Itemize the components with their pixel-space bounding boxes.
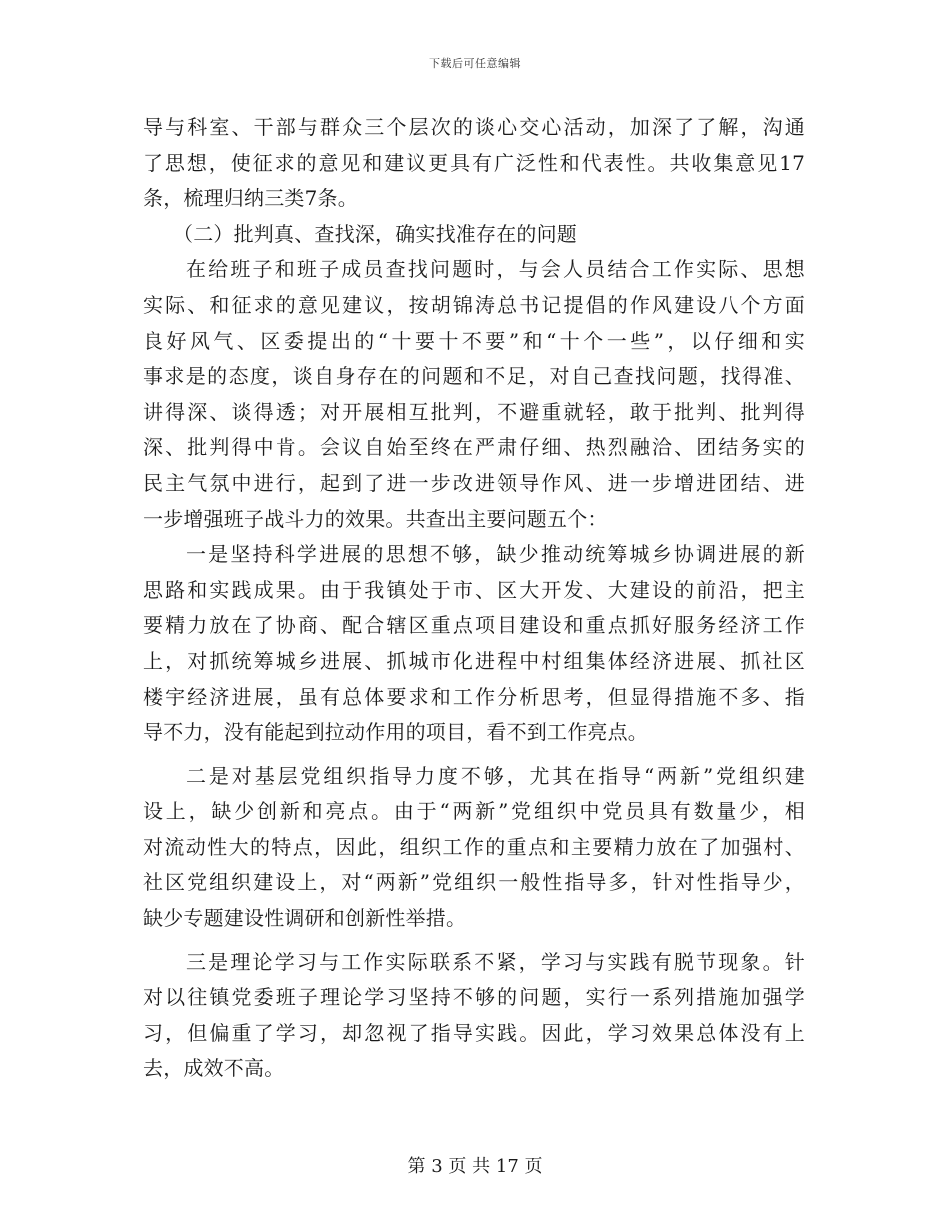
paragraph-line: 民主气氛中进行，起到了进一步改进领导作风、进一步增进团结、进 xyxy=(143,470,805,495)
footer-prefix: 第 xyxy=(407,1156,426,1177)
paragraph-line: 设上，缺少创新和亮点。由于“两新”党组织中党员具有数量少，相 xyxy=(143,799,805,824)
paragraph-line: 实际、和征求的意见建议，按胡锦涛总书记提倡的作风建设八个方面 xyxy=(143,292,805,317)
footer-suffix: 页 xyxy=(524,1156,543,1177)
footer-current-page: 3 xyxy=(431,1156,443,1177)
paragraph-line: 讲得深、谈得透；对开展相互批判，不避重就轻，敢于批判、批判得 xyxy=(143,399,805,424)
paragraph-line: 导不力，没有能起到拉动作用的项目，看不到工作亮点。 xyxy=(143,720,648,745)
paragraph-line: 对流动性大的特点，因此，组织工作的重点和主要精力放在了加强村、 xyxy=(143,834,805,859)
paragraph-line: 社区党组织建设上，对“两新”党组织一般性指导多，针对性指导少， xyxy=(143,870,805,895)
section-heading: （二）批判真、查找深，确实找准存在的问题 xyxy=(173,221,577,246)
paragraph-line: 缺少专题建设性调研和创新性举措。 xyxy=(143,906,467,931)
paragraph-line: 三是理论学习与工作实际联系不紧，学习与实践有脱节现象。针 xyxy=(186,949,805,974)
footer-total-word: 共 xyxy=(472,1156,491,1177)
paragraph-line: 对以往镇党委班子理论学习坚持不够的问题，实行一系列措施加强学 xyxy=(143,985,805,1010)
paragraph-line: 楼宇经济进展，虽有总体要求和工作分析思考，但显得措施不多、指 xyxy=(143,684,805,709)
paragraph-line: 一是坚持科学进展的思想不够，缺少推动统筹城乡协调进展的新 xyxy=(186,542,805,567)
paragraph-line: 了思想，使征求的意见和建议更具有广泛性和代表性。共收集意见17 xyxy=(143,150,805,175)
paragraph-line: 去，成效不高。 xyxy=(143,1056,285,1081)
paragraph-line: 思路和实践成果。由于我镇处于市、区大开发、大建设的前沿，把主 xyxy=(143,577,805,602)
footer-page-word: 页 xyxy=(448,1156,467,1177)
paragraph-line: 上，对抓统筹城乡进展、抓城市化进程中村组集体经济进展、抓社区 xyxy=(143,648,805,673)
body-text xyxy=(143,110,805,1087)
paragraph-line: 深、批判得中肯。会议自始至终在严肃仔细、热烈融洽、团结务实的 xyxy=(143,435,805,460)
paragraph-line: 条，梳理归纳三类7条。 xyxy=(143,186,358,211)
paragraph-line: 良好风气、区委提出的“十要十不要”和“十个一些”，以仔细和实 xyxy=(143,328,805,353)
footer-total-pages: 17 xyxy=(495,1156,519,1177)
paragraph-line: 二是对基层党组织指导力度不够，尤其在指导“两新”党组织建 xyxy=(186,763,805,788)
paragraph-line: 一步增强班子战斗力的效果。共查出主要问题五个： xyxy=(143,506,608,531)
paragraph-line: 事求是的态度，谈自身存在的问题和不足，对自己查找问题，找得准、 xyxy=(143,364,805,389)
paragraph-line: 习，但偏重了学习，却忽视了指导实践。因此，学习效果总体没有上 xyxy=(143,1020,805,1045)
header-note: 下载后可任意编辑 xyxy=(429,57,521,70)
paragraph-line: 导与科室、干部与群众三个层次的谈心交心活动，加深了了解，沟通 xyxy=(143,115,805,139)
paragraph-line: 要精力放在了协商、配合辖区重点项目建设和重点抓好服务经济工作 xyxy=(143,613,805,638)
paragraph-line: 在给班子和班子成员查找问题时，与会人员结合工作实际、思想 xyxy=(186,257,805,282)
page-footer xyxy=(0,1152,950,1178)
